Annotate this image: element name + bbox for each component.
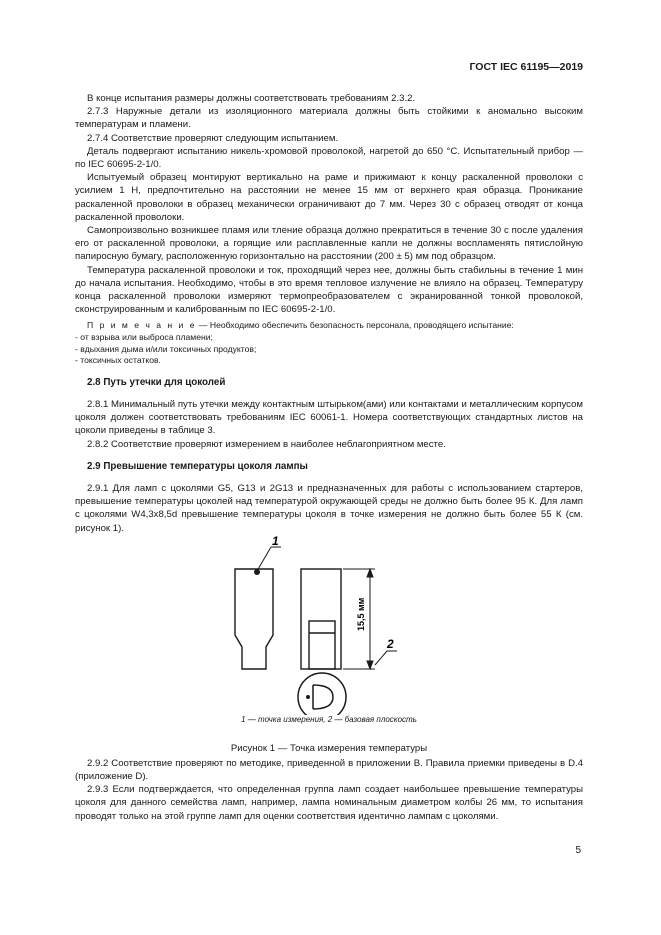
paragraph: Испытуемый образец монтируют вертикально на раме и прижимают к концу раскаленной проволоки с усилием 1 Н, предпочтительно на расстоянии не менее 15 мм от верхнего края образца. Проникание раскаленной проволоки в образец механически ограничивают до 7 мм. Через 30 с образец отводят от конца раскаленной проволоки.	[75, 172, 583, 223]
paragraph: 2.9.2 Соответствие проверяют по методике, приведенной в приложении В. Правила приемки приведены в D.4 (приложение D).	[75, 757, 583, 783]
note-label: П р и м е ч а н и е	[87, 320, 197, 331]
paragraph: 2.7.3 Наружные детали из изоляционного материала должны быть стойкими к аномально высоким температурам и пламени.	[75, 106, 583, 131]
paragraph: 2.8.2 Соответствие проверяют измерением в наиболее неблагоприятном месте.	[87, 438, 446, 450]
content-body	[75, 92, 583, 823]
note-item: - токсичных остатков.	[75, 355, 161, 366]
figure-1	[75, 535, 583, 757]
note	[75, 320, 583, 332]
note-text: — Необходимо обеспечить безопасность персонала, проводящего испытание:	[196, 320, 514, 331]
figure-caption: Рисунок 1 — Точка измерения температуры	[230, 742, 428, 754]
section-heading: 2.8 Путь утечки для цоколей	[87, 376, 226, 388]
figure-legend: 1 — точка измерения, 2 — базовая плоскость	[241, 714, 417, 724]
callout-1: 1	[272, 534, 279, 548]
paragraph: Деталь подвергают испытанию никель-хромовой проволокой, нагретой до 650 °С. Испытательный прибор — по IEC 60695-2-1/0.	[75, 145, 583, 171]
page-number: 5	[575, 845, 581, 856]
standard-code: ГОСТ IEC 61195—2019	[469, 61, 583, 73]
leader-line-1	[257, 547, 271, 571]
paragraph: Самопроизвольно возникшее пламя или тление образца должно прекратиться в течение 30 с после удаления его от раскаленной проволоки, а горящие или расплавленные капли не должны воспламенять пятислойную папиросную бумагу, расположенную горизонтально на расстоянии (200 ± 5) мм под образцом.	[75, 225, 583, 263]
base-drawing	[75, 535, 583, 715]
bottom-view	[298, 673, 346, 715]
paragraph: Температура раскаленной проволоки и ток, проходящий через нее, должны быть стабильны в течение 1 мин до начала испытания. Необходимо, чтобы в это время тепловое излучение не влияло на образец. Температуру конца раскаленной проволоки измеряют термопреобразователем с экранированной тонкой проволокой, сконструированным и калиброванным по IEC 60695-2-1/0.	[75, 264, 583, 316]
dimension-label: 15,5 мм	[356, 597, 366, 631]
note-item: - от взрыва или выброса пламени;	[75, 332, 213, 343]
paragraph: В конце испытания размеры должны соответствовать требованиям 2.3.2.	[87, 93, 416, 104]
paragraph: 2.8.1 Минимальный путь утечки между контактным штырьком(ами) или контактами и металлическим корпусом цоколя должен соответствовать требованиям IEC 60061-1. Номера соответствующих стандартных листов на цоколи приведены в таблице 3.	[75, 399, 583, 437]
note-item: - вдыхания дыма и/или токсичных продуктов;	[75, 343, 257, 354]
callout-2: 2	[387, 636, 394, 651]
paragraph: 2.7.4 Соответствие проверяют следующим испытанием.	[87, 132, 339, 144]
section-heading: 2.9 Превышение температуры цоколя лампы	[87, 460, 308, 472]
front-view	[301, 569, 341, 669]
paragraph: 2.9.3 Если подтверждается, что определенная группа ламп создает наибольшее превышение температуры цоколя для данного семейства ламп, например, лампа номинальным диаметром колбы 26 мм, то испытания проводят только на этой группе ламп для оценки соответствия идентично лампам с цоколями.	[75, 784, 583, 822]
side-view	[235, 569, 273, 669]
paragraph: 2.9.1 Для ламп с цоколями G5, G13 и 2G13 и предназначенных для работы с использованием стартеров, превышение температуры цоколей над температурой окружающей среды не должно быть более 95 К. Для ламп с цоколями W4,3x8,5d превышение температуры цоколя в точке измерения не должно быть более 55 К (см. рисунок 1).	[75, 483, 583, 534]
measurement-point-icon	[254, 569, 260, 575]
leader-line-2	[375, 651, 387, 665]
